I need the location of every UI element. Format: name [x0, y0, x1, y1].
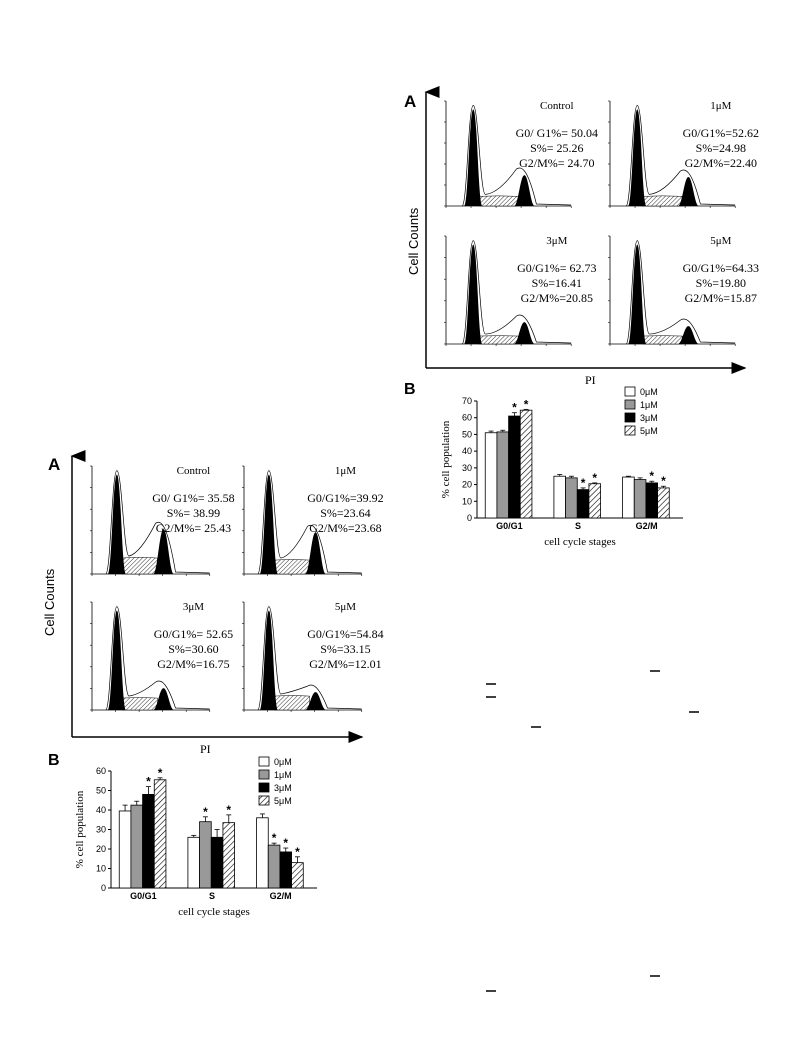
bar-y-tick-label: 40: [461, 446, 472, 457]
histogram-stat-line: G0/G1%=64.33: [682, 261, 760, 275]
histogram-plot: [242, 601, 384, 712]
legend-swatch: [259, 770, 269, 779]
bar-y-tick-label: 60: [95, 766, 106, 776]
left-panel-b: [48, 752, 317, 918]
significance-marker: *: [523, 397, 529, 412]
significance-marker: *: [271, 831, 277, 846]
bar: [566, 478, 578, 518]
left-y-axis-label: Cell Counts: [42, 568, 57, 636]
significance-marker: *: [203, 804, 208, 819]
histogram-title: 3μM: [182, 601, 205, 613]
histogram-title: Control: [176, 465, 211, 477]
bar: [200, 822, 212, 888]
right-panel-b-letter: B: [404, 381, 416, 398]
significance-marker: *: [592, 470, 598, 485]
histogram-title: Control: [539, 100, 574, 112]
significance-marker: *: [649, 469, 655, 484]
legend-swatch: [259, 783, 269, 792]
g2-m-peak: [306, 532, 326, 574]
histogram-title: 1μM: [334, 465, 357, 477]
bar-y-tick-label: 10: [461, 496, 472, 507]
bar: [292, 863, 304, 888]
bar-y-tick-label: 20: [95, 844, 106, 854]
left-x-axis-label: PI: [200, 742, 211, 756]
bar: [520, 410, 532, 518]
histogram-stat-line: S%=30.60: [168, 642, 219, 656]
legend-swatch: [625, 400, 635, 409]
legend-label: 3μM: [274, 783, 292, 793]
g2-m-peak: [514, 175, 534, 206]
legend-swatch: [259, 796, 269, 805]
histogram-plot: [242, 465, 384, 576]
bar: [646, 483, 658, 518]
bar-y-tick-label: 0: [100, 883, 106, 893]
s-phase-region: [274, 559, 310, 574]
histogram-title: 3μM: [546, 235, 568, 247]
histogram-stat-line: G2/M%=23.68: [309, 521, 382, 535]
bar-category-label: G0/G1: [130, 891, 157, 901]
legend-label: 0μM: [640, 387, 658, 397]
bar: [509, 416, 521, 518]
bar-y-axis-label: % cell population: [440, 420, 452, 499]
s-phase-region: [122, 697, 158, 710]
bar-category-label: G0/G1: [496, 521, 523, 531]
g0-g1-peak: [260, 611, 278, 710]
significance-marker: *: [146, 774, 151, 789]
legend-swatch: [625, 413, 635, 422]
bar-y-tick-label: 10: [95, 863, 106, 874]
legend-label: 3μM: [640, 413, 658, 423]
legend-swatch: [625, 426, 635, 435]
histogram-stat-line: G2/M%=16.75: [157, 657, 230, 671]
significance-marker: *: [512, 400, 517, 415]
legend-label: 1μM: [274, 770, 292, 780]
histogram-stat-line: S%=24.98: [695, 141, 747, 155]
right-panel-b: [404, 381, 683, 548]
histogram-plot: [444, 100, 598, 208]
right-panel-a: [404, 92, 759, 387]
stray-marks: [486, 671, 699, 991]
bar-y-tick-label: 60: [461, 412, 472, 423]
legend-label: 5μM: [640, 426, 658, 436]
bar: [257, 818, 269, 888]
histogram-plot: [608, 100, 759, 208]
histogram-plot: [444, 235, 597, 346]
s-phase-region: [122, 557, 158, 574]
histogram-stat-line: S%=23.64: [320, 506, 371, 520]
significance-marker: *: [157, 765, 163, 780]
histogram-stat-line: G2/M%=12.01: [309, 657, 382, 671]
s-phase-region: [642, 336, 682, 344]
histogram-stat-line: G2/M%= 24.70: [519, 156, 595, 170]
g2-m-peak: [678, 326, 698, 344]
bar: [577, 490, 589, 518]
g0-g1-peak: [260, 475, 278, 574]
bar: [280, 852, 292, 888]
bar: [554, 476, 566, 518]
bar-y-tick-label: 40: [95, 805, 106, 815]
significance-marker: *: [295, 844, 300, 859]
right-panel-a-letter: A: [404, 92, 417, 111]
bar: [623, 477, 635, 518]
histogram-stat-line: S%= 38.99: [166, 506, 221, 520]
bar: [589, 484, 601, 518]
g2-m-peak: [154, 529, 174, 574]
bar: [268, 845, 280, 888]
g0-g1-peak: [108, 475, 126, 574]
bar-category-label: S: [208, 891, 216, 901]
s-phase-region: [642, 196, 682, 206]
histogram-title: 5μM: [710, 235, 732, 247]
bar: [223, 823, 235, 888]
histogram-stat-line: G0/G1%= 62.73: [517, 261, 597, 275]
histogram-stat-line: G2/M%= 25.43: [155, 521, 232, 535]
s-phase-region: [478, 336, 518, 344]
bar-category-label: G2/M: [635, 521, 658, 531]
histogram-plot: [90, 601, 233, 712]
bar: [143, 794, 155, 888]
legend-swatch: [259, 757, 269, 766]
g0-g1-peak: [108, 611, 126, 710]
bar: [154, 780, 166, 888]
histogram-stat-line: G2/M%=22.40: [684, 156, 758, 170]
g2-m-peak: [678, 177, 698, 206]
histogram-stat-line: S%=16.41: [531, 276, 583, 290]
bar-y-tick-label: 30: [95, 824, 106, 835]
bar-y-tick-label: 50: [461, 429, 472, 440]
bar: [497, 432, 509, 518]
right-x-axis-label: PI: [585, 373, 596, 387]
bar-category-label: S: [574, 521, 582, 531]
bar-category-label: G2/M: [269, 891, 292, 901]
bar: [211, 837, 223, 888]
legend-label: 0μM: [274, 757, 292, 767]
left-panel-b-letter: B: [48, 752, 60, 769]
bar-y-tick-label: 30: [461, 462, 472, 473]
histogram-title: 1μM: [710, 100, 732, 112]
left-panel-a-letter: A: [48, 455, 61, 474]
bar-x-axis-label: cell cycle stages: [178, 906, 250, 918]
left-bar-chart: [74, 757, 317, 918]
legend-label: 5μM: [274, 796, 292, 806]
histogram-plot: [90, 465, 235, 576]
g0-g1-peak: [628, 109, 646, 206]
histogram-stat-line: G2/M%=15.87: [684, 291, 758, 305]
significance-marker: *: [283, 836, 289, 851]
significance-marker: *: [226, 802, 232, 817]
g0-g1-peak: [464, 109, 482, 206]
histogram-stat-line: S%= 25.26: [530, 141, 584, 155]
bar-x-axis-label: cell cycle stages: [544, 536, 616, 548]
g2-m-peak: [514, 322, 534, 344]
legend-swatch: [625, 387, 635, 396]
significance-marker: *: [661, 474, 666, 489]
histogram-stat-line: G0/G1%=39.92: [307, 491, 384, 505]
right-y-axis-label: Cell Counts: [406, 207, 421, 275]
s-phase-region: [274, 695, 310, 710]
histogram-plot: [608, 235, 759, 346]
histogram-stat-line: S%=33.15: [320, 642, 371, 656]
bar: [485, 433, 497, 518]
histogram-stat-line: S%=19.80: [695, 276, 747, 290]
histogram-title: 5μM: [334, 601, 357, 613]
right-bar-chart: [440, 387, 683, 548]
bar-y-tick-label: 50: [95, 785, 106, 796]
s-phase-region: [478, 196, 518, 206]
histogram-stat-line: G0/ G1%= 35.58: [152, 491, 235, 505]
bar: [188, 837, 200, 888]
histogram-stat-line: G0/ G1%= 50.04: [515, 126, 599, 140]
histogram-stat-line: G2/M%=20.85: [520, 291, 594, 305]
bar-y-tick-label: 20: [461, 479, 472, 490]
histogram-stat-line: G0/G1%=54.84: [307, 627, 384, 641]
bar: [119, 811, 131, 888]
bar: [131, 805, 143, 888]
bar-y-tick-label: 0: [466, 513, 472, 523]
bar: [658, 488, 670, 518]
bar-y-axis-label: % cell population: [74, 790, 86, 869]
bar: [634, 480, 646, 518]
left-panel-a: [42, 455, 384, 756]
legend-label: 1μM: [640, 400, 658, 410]
histogram-stat-line: G0/G1%= 52.65: [153, 627, 234, 641]
histogram-stat-line: G0/G1%=52.62: [682, 126, 760, 140]
bar-y-tick-label: 70: [461, 396, 472, 406]
significance-marker: *: [580, 475, 586, 490]
